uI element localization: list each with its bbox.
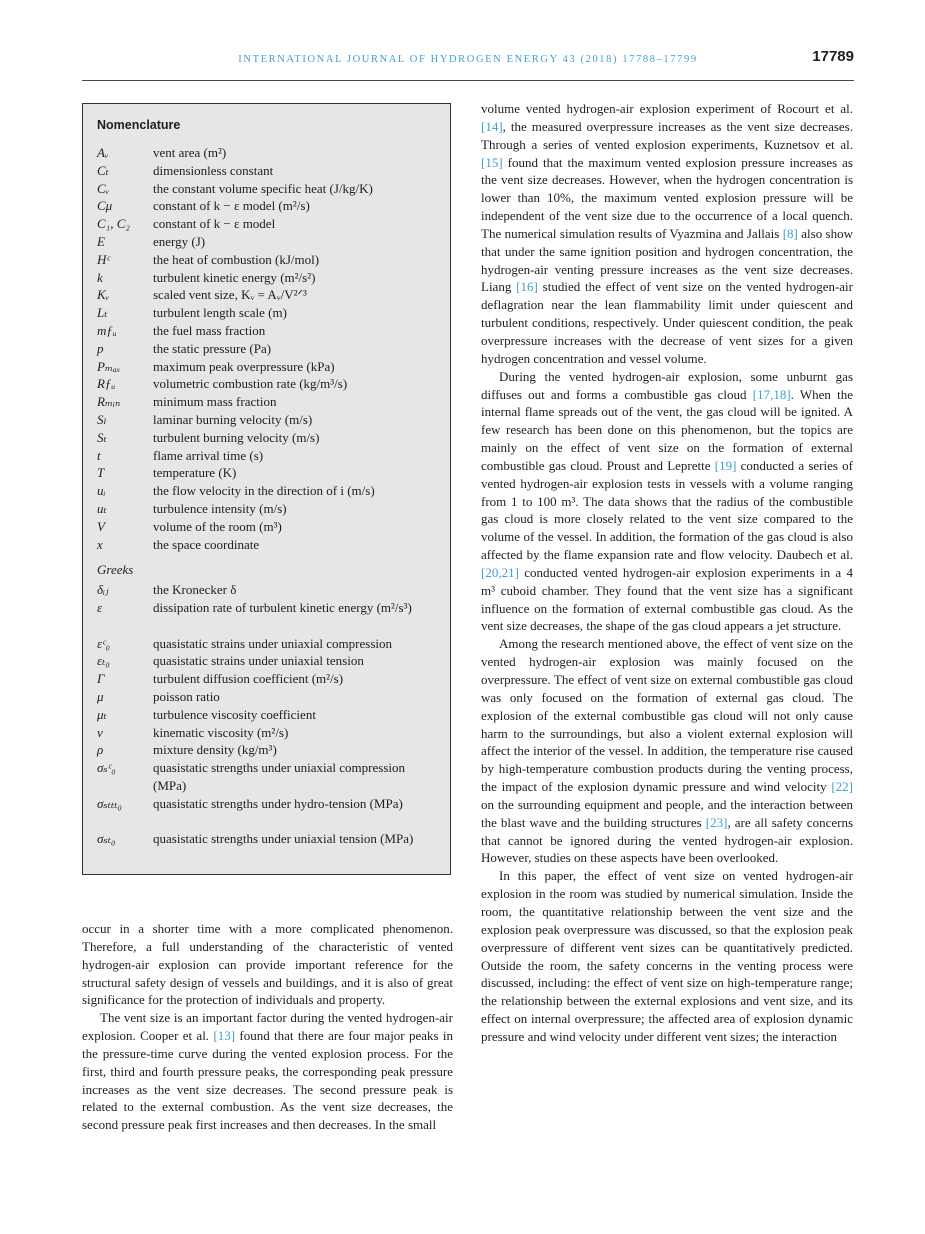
nomenclature-definition: minimum mass fraction <box>153 394 277 410</box>
citation-link[interactable]: [13] <box>213 1028 236 1044</box>
nomenclature-symbol: Cₜ <box>97 162 109 178</box>
nomenclature-definition: the Kronecker δ <box>153 582 237 598</box>
nomenclature-symbol: δᵢⱼ <box>97 582 109 598</box>
nomenclature-symbol: μₜ <box>97 706 107 722</box>
nomenclature-symbol: Hᶜ <box>97 251 110 267</box>
nomenclature-definition: flame arrival time (s) <box>153 447 264 463</box>
nomenclature-definition: turbulent diffusion coefficient (m²/s) <box>153 671 344 687</box>
nomenclature-symbol: Pₘₐₓ <box>97 358 121 374</box>
journal-title: INTERNATIONAL JOURNAL OF HYDROGEN ENERGY 43 (2018) 17788–17799 <box>238 54 698 65</box>
nomenclature-symbol: ε <box>97 600 103 615</box>
citation-link[interactable]: [22] <box>831 779 853 795</box>
nomenclature-definition: constant of k − ε model <box>153 216 276 232</box>
nomenclature-symbol: Sₜ <box>97 429 107 445</box>
nomenclature-definition: dimensionless constant <box>153 162 274 178</box>
nomenclature-definition: constant of k − ε model (m²/s) <box>153 198 310 214</box>
nomenclature-definition: quasistatic strains under uniaxial tension <box>153 653 364 669</box>
nomenclature-definition: quasistatic strains under uniaxial compression <box>153 635 393 651</box>
nomenclature-definition: dissipation rate of turbulent kinetic energy (m²/s³) <box>153 600 412 615</box>
nomenclature-definition: poisson ratio <box>153 689 220 704</box>
nomenclature-definition: mixture density (kg/m³) <box>153 742 277 758</box>
nomenclature-definition: the fuel mass fraction <box>153 323 266 338</box>
nomenclature-symbol: Γ <box>97 671 105 687</box>
nomenclature-definition: quasistatic strengths under uniaxial tension (MPa) <box>153 831 414 847</box>
nomenclature-symbol: εₜ₀ <box>97 653 110 669</box>
greeks-heading: Greeks <box>97 562 134 578</box>
nomenclature-symbol: Rₘᵢₙ <box>97 394 121 410</box>
nomenclature-definition: kinematic viscosity (m²/s) <box>153 724 289 740</box>
citation-link[interactable]: [19] <box>714 457 737 473</box>
citation-link[interactable]: [8] <box>782 225 798 241</box>
nomenclature-definition: laminar burning velocity (m/s) <box>153 412 313 427</box>
nomenclature-symbol: σₛₜ₀ <box>97 831 116 847</box>
nomenclature-symbol: εᶜ₀ <box>97 635 111 651</box>
citation-link[interactable]: [17,18] <box>752 386 791 402</box>
nomenclature-symbol: uₜ <box>97 501 107 516</box>
page-number: 17789 <box>812 48 854 65</box>
nomenclature-definition: volumetric combustion rate (kg/m³/s) <box>153 376 348 392</box>
nomenclature-definition: the flow velocity in the direction of i (m/s) <box>153 483 375 499</box>
nomenclature-symbol: Kᵥ <box>97 287 110 303</box>
nomenclature-symbol: x <box>97 536 103 552</box>
paragraph: The vent size is an important factor during the vented hydrogen-air explosion. Cooper et al. [13] found that there are four major peaks in the pressure-time curve during the vented explosion process. For the first, third and fourth pressure peaks, the corresponding peak pressure increases as the vent size decreases. The second pressure peak is related to the external combustion. As the vent size decreases, the second pressure peak first increases and then decreases. In the small <box>82 1010 453 1133</box>
citation-link[interactable]: [16] <box>516 279 538 295</box>
nomenclature-symbol: σₛᶜ₀ <box>97 760 116 776</box>
paragraph: During the vented hydrogen-air explosion, some unburnt gas diffuses out and forms a combustible gas cloud [17,18]. When the internal flame spreads out of the vent, the gas cloud will be ignited. A few research has been done on this phenomenon, but the topics are mainly on the effect of vent size on the formation of external combustible gas cloud. Proust and Leprette [19] conducted a series of vented hydrogen-air explosion tests in vessels with a volume ranging from 1 to 100 m³. The data shows that the radius of the combustible gas cloud is more closely related to the vent size compared to the volume of the vessel. In addition, the formation of the gas cloud is also affected by the flame expansion rate and flow velocity. Daubech et al. [20,21] conducted vented hydrogen-air explosion experiments in a 4 m³ cuboid chamber. They found that the vent size has a significant influence on the formation of external combustible gas cloud. As the vent size decreases, the shape of the gas cloud appears a jet structure. <box>481 368 854 634</box>
nomenclature-symbol: ρ <box>97 742 104 758</box>
nomenclature-definition: scaled vent size, Kᵥ = Aᵥ/V²ᐟ³ <box>153 287 307 303</box>
page-header <box>82 48 854 81</box>
paragraph: Among the research mentioned above, the effect of vent size on the vented hydrogen-air explosion was mainly focused on the overpressure. The effect of vent size on external combustible gas cloud was only focused on the formation of external gas cloud. The explosion of the external combustible gas cloud will not only cause harm to the surroundings, but also a violent external explosion will affect the interior of the vessel. In addition, the temperature rise caused by high-temperature combustion products during the venting process, the impact of the explosion dynamic pressure and wind velocity [22] on the surrounding equipment and people, and the interaction between the blast wave and the building structures [23], are all safety concerns that cannot be ignored during the vented hydrogen-air explosion. However, studies on these aspects have been overlooked. <box>481 636 853 866</box>
nomenclature-definition: turbulence viscosity coefficient <box>153 706 316 722</box>
paragraph: In this paper, the effect of vent size on vented hydrogen-air explosion in the room was studied by numerical simulation. Inside the room, the quantitative relationship between the vent size and the explosion peak overpressure was discussed, so that the explosion peak overpressure of different vent sizes can be quantitatively predicted. Outside the room, the safety concerns in the venting process were discussed, including: the effect of vent size on high-temperature range; the relationship between the external explosions and vent size, and its effect on internal overpressure; the affected area of explosion dynamic pressure and wind velocity under different vent sizes; the interaction <box>481 868 853 1044</box>
right-text-column <box>481 100 853 1046</box>
nomenclature-definition: quasistatic strengths under uniaxial compression (MPa) <box>153 760 406 793</box>
nomenclature-definition: the static pressure (Pa) <box>153 340 272 356</box>
left-text-column <box>82 920 453 1134</box>
nomenclature-definition: quasistatic strengths under hydro-tension (MPa) <box>153 795 403 811</box>
nomenclature-definition: vent area (m²) <box>153 145 227 160</box>
nomenclature-symbol: Rƒᵤ <box>97 376 116 392</box>
nomenclature-symbol: Sₗ <box>97 412 107 427</box>
nomenclature-definition: volume of the room (m³) <box>153 518 282 534</box>
citation-link[interactable]: [15] <box>481 154 503 170</box>
nomenclature-symbol: ν <box>97 724 103 740</box>
nomenclature-symbol: Cμ <box>97 198 113 214</box>
nomenclature-definition: energy (J) <box>153 234 206 249</box>
nomenclature-symbol: mƒᵤ <box>97 323 117 338</box>
nomenclature-definition: turbulence intensity (m/s) <box>153 501 287 516</box>
nomenclature-definition: the space coordinate <box>153 536 260 552</box>
paragraph: volume vented hydrogen-air explosion experiment of Rocourt et al. [14], the measured overpressure increases as the vent size decreases. Through a series of vented explosion experiments, Kuznetsov et al. [15] found that the maximum vented explosion pressure increases as the vent size decreases. However, when the hydrogen concentration is lower than 10%, the maximum vented explosion pressure will be independent of the vent size due to the occurrence of a local quench. The numerical simulation results of Vyazmina and Jallais [8] also show that under the same ignition position and hydrogen concentration, the hydrogen-air venting pressure increases as the vent size decreases. Liang [16] studied the effect of vent size on the vented hydrogen-air deflagration near the lean flammability limit under quiescent and turbulent conditions, respectively. Under quiescent condition, the peak overpressure increases with the decrease of vent sizes for a given hydrogen concentration and vessel volume. <box>481 101 853 366</box>
nomenclature-definition: maximum peak overpressure (kPa) <box>153 358 335 374</box>
nomenclature-symbol: p <box>97 340 104 356</box>
nomenclature-definition: temperature (K) <box>153 465 237 481</box>
citation-link[interactable]: [23] <box>705 814 728 830</box>
nomenclature-box <box>82 103 451 875</box>
nomenclature-symbol: Cᵥ <box>97 180 110 196</box>
nomenclature-symbol: uᵢ <box>97 483 106 499</box>
nomenclature-definition: turbulent burning velocity (m/s) <box>153 429 320 445</box>
nomenclature-symbol: k <box>97 269 103 285</box>
nomenclature-definition: turbulent kinetic energy (m²/s²) <box>153 269 316 285</box>
nomenclature-symbol: t <box>97 447 101 463</box>
nomenclature-symbol: T <box>97 465 105 481</box>
citation-link[interactable]: [14] <box>481 118 503 134</box>
paragraph: occur in a shorter time with a more complicated phenomenon. Therefore, a full understanding of the characteristic of vented hydrogen-air explosion can provide important reference for the structural safety design of vessels and buildings, and it is also of great significance for the protection of individuals and property. <box>82 921 453 1008</box>
nomenclature-definition: turbulent length scale (m) <box>153 305 287 321</box>
nomenclature-symbol: μ <box>97 689 104 704</box>
nomenclature-symbol: σₛₜₜₜ₀ <box>97 795 122 811</box>
nomenclature-symbol: V <box>97 518 105 534</box>
nomenclature-title: Nomenclature <box>97 118 181 132</box>
nomenclature-symbol: C₁, C₂ <box>97 216 130 232</box>
nomenclature-symbol: E <box>97 234 105 249</box>
citation-link[interactable]: [20,21] <box>481 564 519 580</box>
nomenclature-symbol: Aᵥ <box>97 145 109 160</box>
nomenclature-definition: the constant volume specific heat (J/kg/K) <box>153 180 373 196</box>
nomenclature-symbol: Lₜ <box>97 305 108 321</box>
nomenclature-definition: the heat of combustion (kJ/mol) <box>153 251 320 267</box>
